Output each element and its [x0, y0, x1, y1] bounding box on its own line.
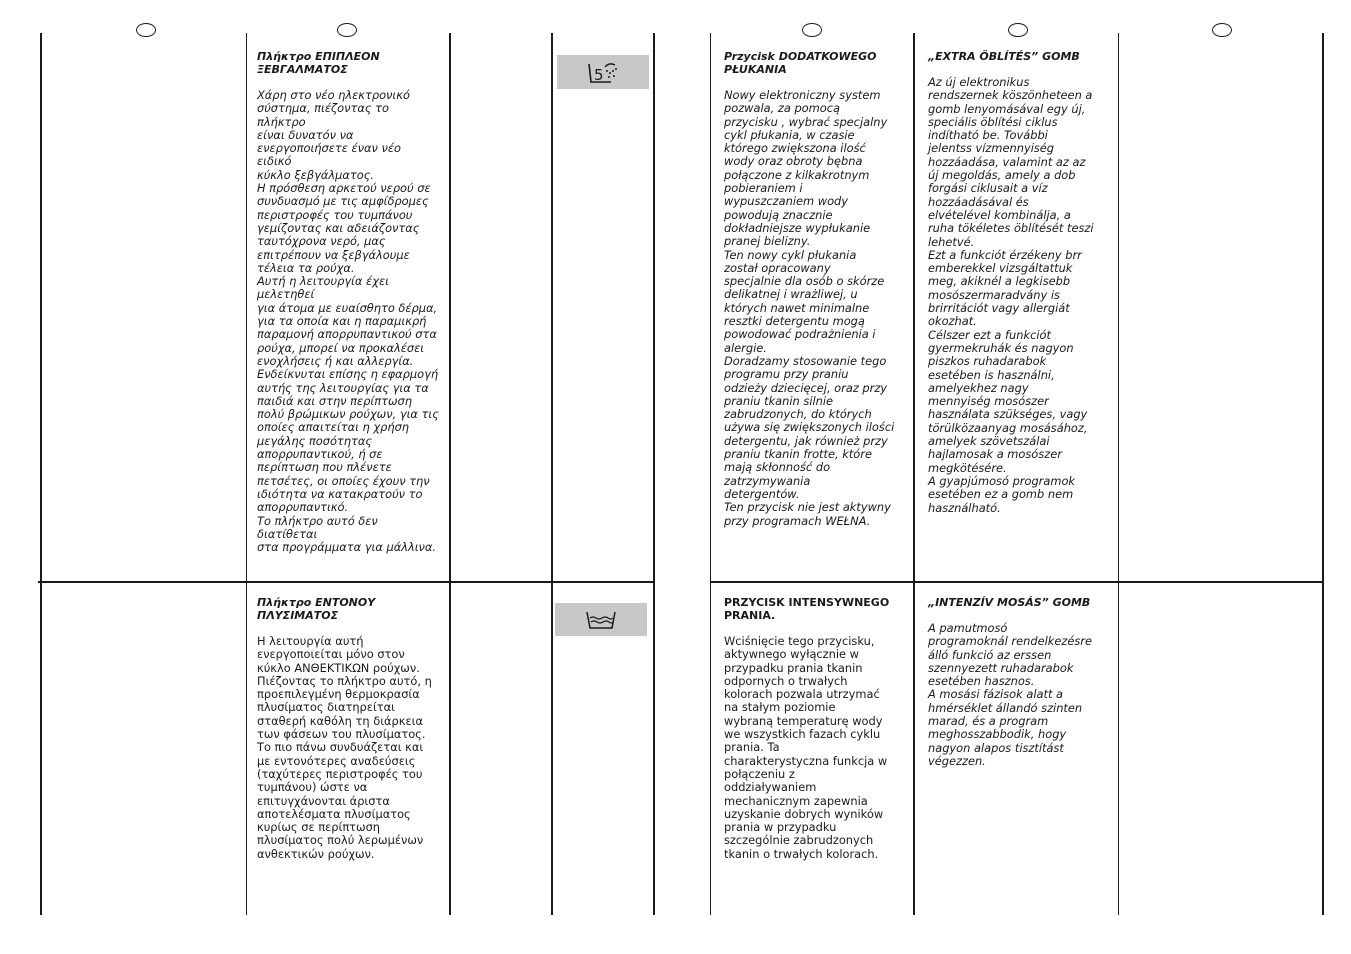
- column-rule: [246, 33, 247, 915]
- polish-intensive-title: PRZYCISK INTENSYWNEGO PRANIA.: [724, 596, 890, 622]
- column-rule: [1322, 33, 1324, 915]
- hungarian-extra-rinse-text: Az új elektronikus rendszernek köszönheteen a gomb lenyomásával egy új, speciális öblítési ciklus indítható be. További jelentss vízmennyiség hozzáadása, valamint az az új megoldás, amely a dob forgási ciklusait a víz hozzáadásával és elvételével kombinálja, a ruha tökéletes öblítését teszi lehetvé. Ezt a funkciót érzékeny brr emberekkel vizsgáltattuk meg, akiknél a legkisebb mosószermaradvány is brirritációt vagy allergiát okozhat. Célszer ezt a funkciót gyermekruhák és nagyon piszkos ruhadarabok esetében is használni, amelyekhez nagy mennyiség mosószer használata szükséges, vagy törülközaanyag mosásához, amelyek szövetszálai hajlamosak a mosószer megkötésére. A gyapjúmosó programok esetében ez a gomb nem használható.: [928, 75, 1094, 515]
- column-rule: [653, 33, 655, 915]
- registration-circle: [337, 23, 357, 37]
- greek-intensive-section: [257, 596, 439, 861]
- section-divider: [38, 581, 655, 583]
- greek-extra-rinse-text: Χάρη στο νέο ηλεκτρονικό σύστημα, πιέζοντας το πλήκτρο είναι δυνατόν να ενεργοποιήσετε έναν νέο ειδικό κύκλο ξεβγάλματος. Η πρόσθεση αρκετού νερού σε συνδυασμό με τις αμφίδρομες περιστροφές του τυμπάνου γεμίζοντας και αδειάζοντας ταυτόχρονα νερό, μας επιτρέπουν να ξεβγάλουμε τέλεια τα ρούχα. Αυτή η λειτουργία έχει μελετηθεί για άτομα με ευαίσθητο δέρμα, για τα οποία και η παραμικρή παραμονή απορρυπαντικού στα ρούχα, μπορεί να προκαλέσει ενοχλήσεις ή και αλλεργία. Ενδείκνυται επίσης η εφαρμογή αυτής της λειτουργίας για τα παιδιά και στην περίπτωση πολύ βρώμικων ρούχων, για τις οποίες απαιτείται η χρήση μεγάλης ποσότητας απορρυπαντικού, ή σε περίπτωση που πλένετε πετσέτες, οι οποίες έχουν την ιδιότητα να κατακρατούν το απορρυπαντικό. Το πλήκτρο αυτό δεν διατίθεται στα προγράμματα για μάλλινα.: [257, 88, 439, 555]
- registration-circle: [136, 23, 156, 37]
- polish-extra-rinse-section: [724, 50, 906, 528]
- hungarian-intensive-section: [928, 596, 1110, 768]
- greek-intensive-text: Η λειτουργία αυτή ενεργοποιείται μόνο στον κύκλο ΑΝΘΕΚΤΙΚΩΝ ρούχων. Πιέζοντας το πλήκτρο αυτό, η προεπιλεγμένη θερμοκρασία πλυσίματος διατηρείται σταθερή καθόλη τη διάρκεια των φάσεων του πλυσίματος. Το πιο πάνω συνδυάζεται και με εντονότερες αναδεύσεις (ταχύτερες περιστροφές του τυμπάνου) ώστε να επιτυγχάνονται άριστα αποτελέσματα πλυσίματος κυρίως σε περίπτωση πλυσίματος πολύ λερωμένων ανθεκτικών ρούχων.: [257, 634, 432, 861]
- registration-circle: [1008, 23, 1028, 37]
- hungarian-intensive-text: A pamutmosó programoknál rendelkezésre álló funkció az erssen szennyezett ruhadarabok esetében hasznos. A mosási fázisok alatt a hmérséklet állandó szinten marad, és a program meghosszabbodik, hogy nagyon alapos tisztítást végezzen.: [928, 621, 1092, 768]
- extra-rinse-icon-box: [557, 55, 649, 89]
- polish-intensive-section: [724, 596, 906, 861]
- registration-circle: [802, 23, 822, 37]
- greek-intensive-title: Πλήκτρο ΕΝΤΟΝΟΥ ΠΛΥΣΙΜΑΤΟΣ: [257, 596, 376, 622]
- polish-intensive-text: Wciśnięcie tego przycisku, aktywnego wyłącznie w przypadku prania tkanin odpornych o trwałych kolorach pozwala utrzymać na stałym poziomie wybraną temperaturę wody we wszystkich fazach cyklu prania. Ta charakterystyczna funkcja w połączeniu z oddziaływaniem mechanicznym zapewnia uzyskanie dobrych wyników prania w przypadku szczególnie zabrudzonych tkanin o trwałych kolorach.: [724, 634, 888, 861]
- column-rule: [449, 33, 451, 915]
- column-rule: [710, 33, 711, 915]
- hungarian-extra-rinse-title: „EXTRA ÖBLÍTÉS” GOMB: [928, 50, 1080, 63]
- column-rule: [913, 33, 915, 915]
- intensive-wash-icon: [585, 609, 617, 631]
- hungarian-extra-rinse-section: [928, 50, 1110, 515]
- hungarian-intensive-title: „INTENZÍV MOSÁS” GOMB: [928, 596, 1091, 609]
- greek-extra-rinse-title: Πλήκτρο ΕΠΙΠΛΕΟΝ ΞΕΒΓΑΛΜΑΤΟΣ: [257, 50, 380, 76]
- column-rule: [40, 33, 42, 915]
- registration-circle: [1212, 23, 1232, 37]
- extra-rinse-icon: [585, 58, 621, 86]
- column-rule: [551, 33, 553, 915]
- svg-text:5: 5: [594, 66, 604, 84]
- section-divider: [710, 581, 1324, 583]
- polish-extra-rinse-text: Nowy elektroniczny system pozwala, za pomocą przycisku , wybrać specjalny cykl płukania, w czasie którego zwiększona ilość wody oraz obroty bębna połączone z kilkakrotnym pobieraniem i wypuszczaniem wody powodują znacznie dokładniejsze wypłukanie pranej bielizny. Ten nowy cykl płukania został opracowany specjalnie dla osób o skórze delikatnej i wrażliwej, u których nawet minimalne resztki detergentu mogą powodować podrażnienia i alergie. Doradzamy stosowanie tego programu przy praniu odzieży dziecięcej, oraz przy praniu tkanin silnie zabrudzonych, do których używa się zwiększonych ilości detergentu, jak również przy praniu tkanin frotte, które mają skłonność do zatrzymywania detergentów. Ten przycisk nie jest aktywny przy programach WEŁNA.: [724, 88, 895, 528]
- greek-extra-rinse-section: [257, 50, 439, 554]
- column-rule: [1118, 33, 1119, 915]
- intensive-wash-icon-box: [555, 603, 647, 636]
- polish-extra-rinse-title: Przycisk DODATKOWEGO PŁUKANIA: [724, 50, 877, 76]
